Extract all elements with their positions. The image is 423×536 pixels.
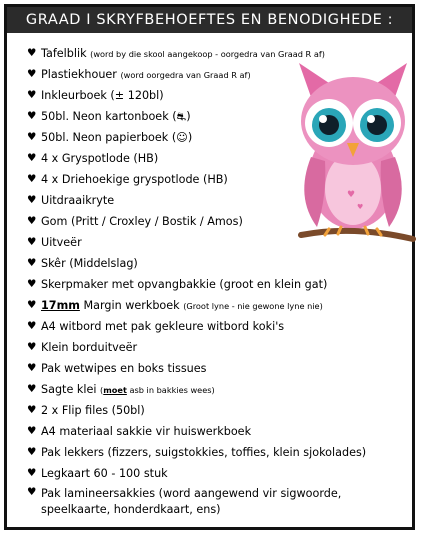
item-note: (word oorgedra van Graad R af): [120, 70, 251, 80]
heart-icon: ♥: [27, 320, 37, 332]
list-item: [27, 442, 399, 463]
list-item: [27, 400, 399, 421]
item-size: 17mm: [41, 299, 80, 312]
heart-icon: ♥: [27, 194, 37, 206]
list-item: [27, 253, 399, 274]
heart-icon: ♥: [27, 486, 37, 498]
item-text: Uitveër: [41, 236, 82, 249]
item-text: 4 x Driehoekige gryspotlode (HB): [41, 173, 228, 186]
list-item: [27, 463, 399, 484]
item-text: A4 materiaal sakkie vir huiswerkboek: [41, 425, 252, 438]
svg-text:♥: ♥: [347, 190, 356, 200]
item-text: Pak wetwipes en boks tissues: [41, 362, 207, 375]
list-item: [27, 484, 399, 518]
item-text: Margin werkboek: [83, 299, 180, 312]
item-text: Inkleurboek (± 120bl): [41, 89, 164, 102]
list-item: [27, 358, 399, 379]
list-item: [27, 421, 399, 442]
item-text: Uitdraaikryte: [41, 194, 115, 207]
note-open: (: [100, 385, 104, 395]
list-item: [27, 295, 399, 316]
item-text: Pak lamineersakkies (word aangewend vir sigwoorde, speelkaarte, honderdkaart, ens): [41, 487, 342, 516]
item-note: (Groot lyne - nie gewone lyne nie): [183, 301, 323, 311]
item-text: Skêr (Middelslag): [41, 257, 138, 270]
heart-icon: ♥: [27, 89, 37, 101]
heart-icon: ♥: [27, 299, 37, 311]
page-title: GRAAD I SKRYFBEHOEFTES EN BENODIGHEDE :: [7, 7, 412, 33]
item-text: Legkaart 60 - 100 stuk: [41, 467, 168, 480]
item-text: Sagte klei: [41, 383, 97, 396]
list-item: [27, 337, 399, 358]
heart-icon: ♥: [27, 152, 37, 164]
item-text: Skerpmaker met opvangbakkie (groot en klein gat): [41, 278, 328, 291]
heart-icon: ♥: [27, 236, 37, 248]
list-item: [27, 316, 399, 337]
heart-icon: ♥: [27, 47, 37, 59]
heart-icon: ♥: [27, 446, 37, 458]
heart-icon: ♥: [27, 215, 37, 227]
list-item: [27, 274, 399, 295]
item-text: Pak lekkers (fizzers, suigstokkies, toffies, klein sjokolades): [41, 446, 367, 459]
item-text: 4 x Gryspotlode (HB): [41, 152, 159, 165]
item-text: Tafelblik: [41, 47, 87, 60]
item-text: Gom (Pritt / Croxley / Bostik / Amos): [41, 215, 243, 228]
heart-icon: ♥: [27, 278, 37, 290]
item-text: Plastiekhouer: [41, 68, 117, 81]
item-text: 50bl. Neon kartonboek (⛐): [41, 110, 191, 123]
heart-icon: ♥: [27, 362, 37, 374]
list-item: [27, 379, 399, 400]
owl-illustration: [289, 57, 417, 247]
item-note: [100, 385, 215, 395]
heart-icon: ♥: [27, 110, 37, 122]
item-text: 2 x Flip files (50bl): [41, 404, 145, 417]
heart-icon: ♥: [27, 257, 37, 269]
heart-icon: ♥: [27, 68, 37, 80]
item-note: (word by die skool aangekoop - oorgedra van Graad R af): [90, 49, 325, 59]
item-text: A4 witbord met pak gekleure witbord koki's: [41, 320, 285, 333]
heart-icon: ♥: [27, 467, 37, 479]
heart-icon: ♥: [27, 341, 37, 353]
item-text: Klein borduitveër: [41, 341, 138, 354]
heart-icon: ♥: [27, 425, 37, 437]
heart-icon: ♥: [27, 404, 37, 416]
note-emphasis: moet: [103, 385, 127, 395]
heart-icon: ♥: [27, 131, 37, 143]
supply-list-card: [4, 4, 415, 530]
note-rest: asb in bakkies wees): [126, 385, 215, 395]
heart-icon: ♥: [27, 383, 37, 395]
item-text: 50bl. Neon papierboek (☺): [41, 131, 193, 144]
heart-icon: ♥: [27, 173, 37, 185]
svg-text:♥: ♥: [357, 203, 364, 211]
